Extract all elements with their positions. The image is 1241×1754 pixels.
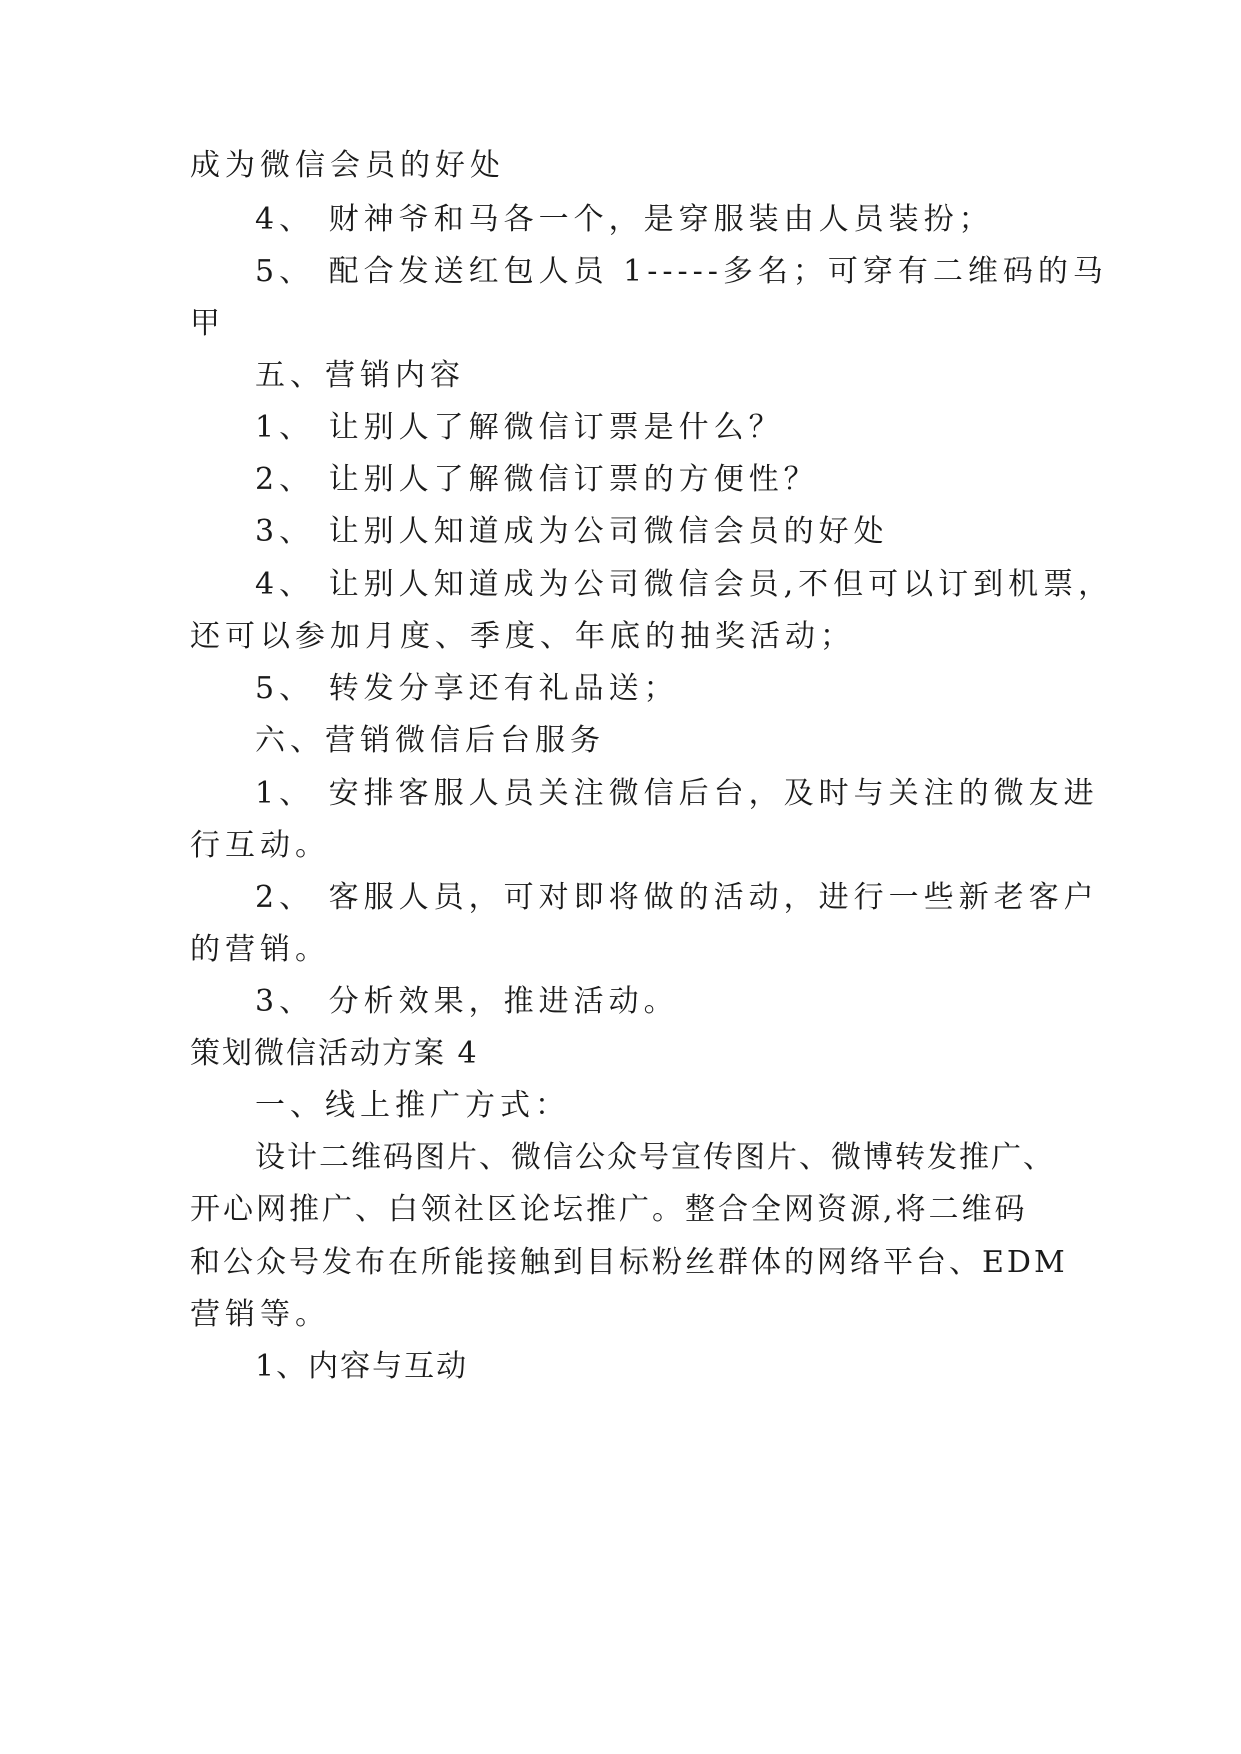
section-heading: 六、营销微信后台服务: [255, 723, 605, 758]
paragraph-line: 甲: [190, 306, 225, 341]
paragraph-line: 的营销。: [190, 932, 330, 967]
paragraph-line: 1、 安排客服人员关注微信后台，及时与关注的微友进: [255, 776, 1099, 811]
paragraph-line: 5、 配合发送红包人员 1-----多名；可穿有二维码的马: [255, 254, 1108, 289]
paragraph-line: 2、 让别人了解微信订票的方便性？: [255, 462, 819, 497]
paragraph-line: 开心网推广、白领社区论坛推广。整合全网资源,将二维码: [190, 1192, 1028, 1227]
paragraph-line: 营销等。: [190, 1297, 330, 1332]
paragraph-line: 行互动。: [190, 828, 330, 863]
paragraph-line: 5、 转发分享还有礼品送；: [255, 671, 679, 706]
paragraph-line: 成为微信会员的好处: [190, 148, 505, 183]
section-heading: 一、线上推广方式：: [255, 1088, 570, 1123]
paragraph-line: 设计二维码图片、微信公众号宣传图片、微博转发推广、: [255, 1140, 1055, 1175]
paragraph-line: 2、 客服人员，可对即将做的活动，进行一些新老客户: [255, 880, 1099, 915]
paragraph-line: 还可以参加月度、季度、年底的抽奖活动；: [190, 619, 855, 654]
subsection-heading: 1、内容与互动: [255, 1349, 469, 1384]
document-title: 策划微信活动方案 4: [190, 1036, 479, 1071]
section-heading: 五、营销内容: [255, 358, 465, 393]
paragraph-line: 3、 让别人知道成为公司微信会员的好处: [255, 514, 889, 549]
paragraph-line: 3、 分析效果，推进活动。: [255, 984, 679, 1019]
paragraph-line: 1、 让别人了解微信订票是什么？: [255, 410, 784, 445]
paragraph-line: 4、 财神爷和马各一个，是穿服装由人员装扮；: [255, 202, 994, 237]
paragraph-line: 和公众号发布在所能接触到目标粉丝群体的网络平台、EDM: [190, 1245, 1068, 1280]
paragraph-line: 4、 让别人知道成为公司微信会员,不但可以订到机票，: [255, 567, 1114, 602]
